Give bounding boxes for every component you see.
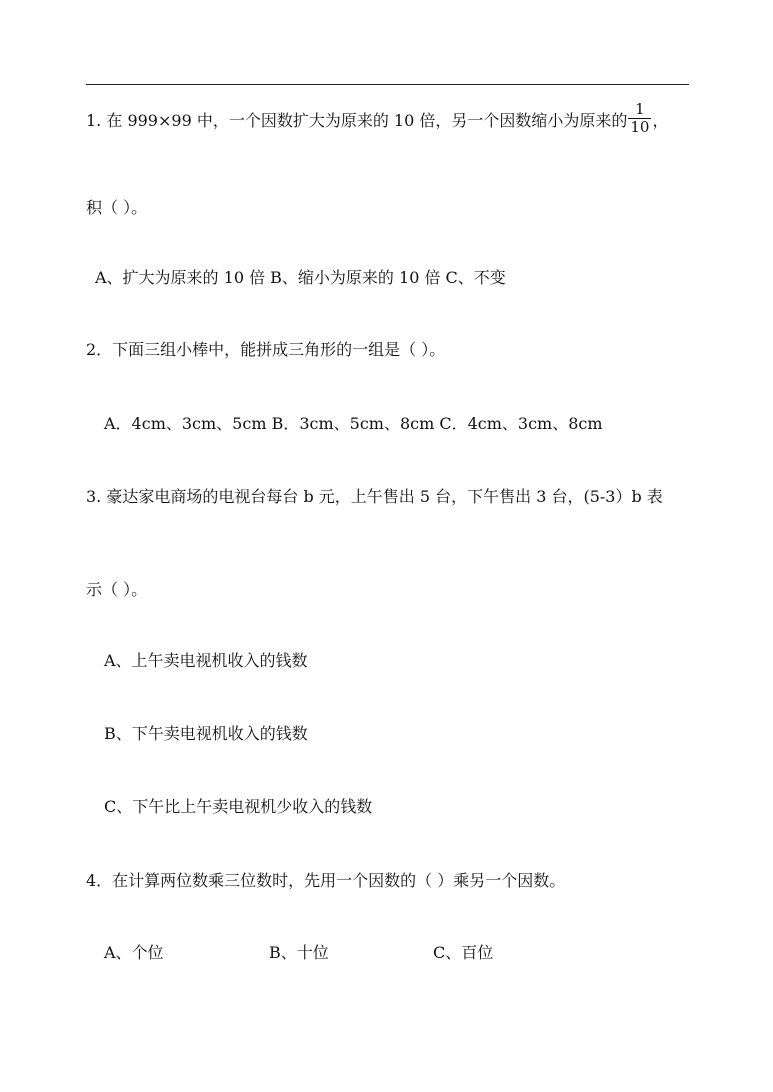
fraction-one-tenth [628,101,651,136]
question-1-options: A、扩大为原来的 10 倍 B、缩小为原来的 10 倍 C、不变 [95,268,506,287]
question-4-option-b: B、十位 [269,943,329,962]
question-1-continuation: 积（ ）。 [86,198,148,217]
question-2-prompt: 2．下面三组小棒中，能拼成三角形的一组是（ ）。 [86,340,446,359]
question-4-option-c: C、百位 [433,943,494,962]
question-3-option-c: C、下午比上午卖电视机少收入的钱数 [104,797,373,816]
question-4-option-a: A、个位 [104,943,164,962]
header-rule [86,84,689,85]
question-3-prompt: 3. 豪达家电商场的电视台每台 b 元，上午售出 5 台，下午售出 3 台，(5-3）b 表 [86,487,663,506]
question-4-prompt: 4．在计算两位数乘三位数时，先用一个因数的（ ）乘另一个因数。 [86,871,566,890]
question-1-comma: ， [652,111,669,130]
question-1-text: 1. 在 999×99 中，一个因数扩大为原来的 10 倍，另一个因数缩小为原来的 [86,111,628,130]
question-1-prompt [86,100,669,139]
fraction-numerator: 1 [628,101,651,119]
question-3-option-a: A、上午卖电视机收入的钱数 [104,651,308,670]
question-3-option-b: B、下午卖电视机收入的钱数 [104,724,308,743]
question-3-continuation: 示（ ）。 [86,580,148,599]
question-2-options: A．4cm、3cm、5cm B．3cm、5cm、8cm C．4cm、3cm、8cm [104,414,603,433]
fraction-denominator: 10 [630,118,650,136]
